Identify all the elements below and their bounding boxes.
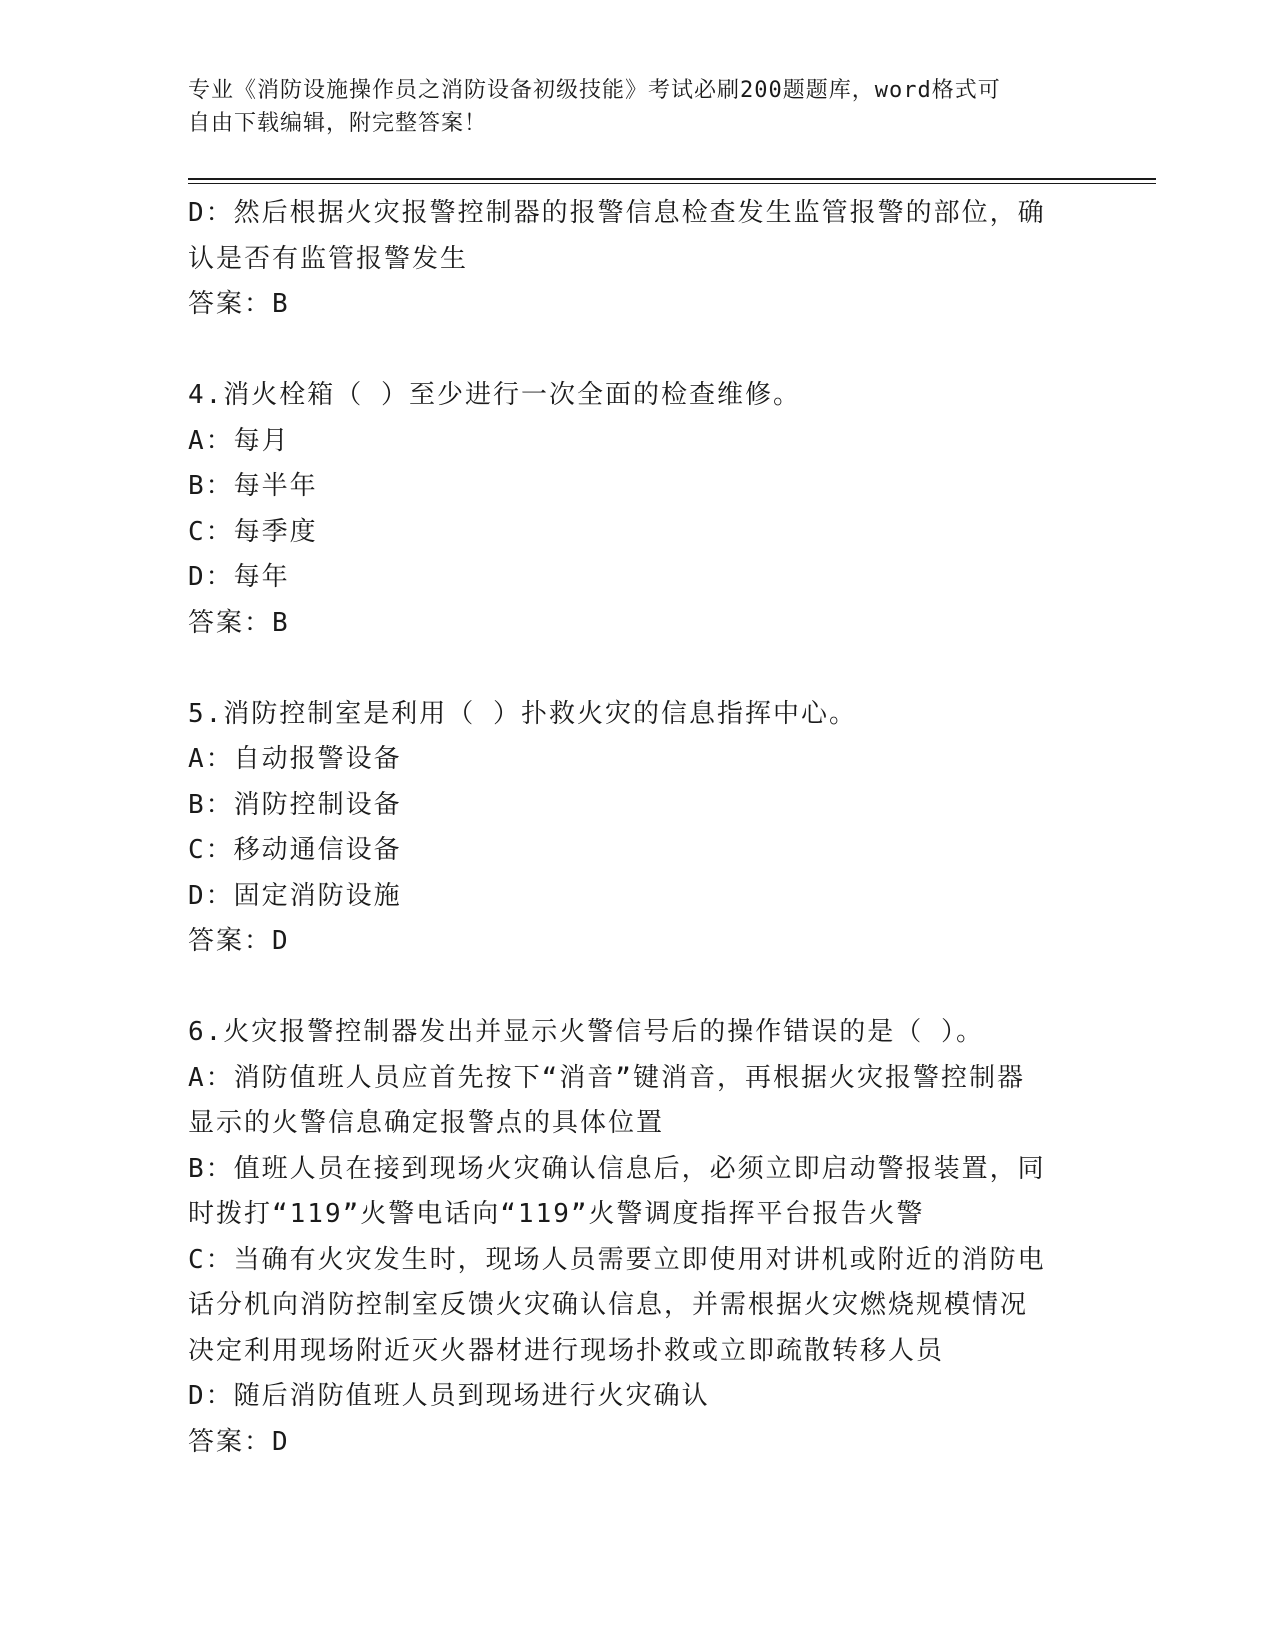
q6-option-b-line-1: B：值班人员在接到现场火灾确认信息后，必须立即启动警报装置，同 [188, 1153, 1046, 1184]
q4-option-a: A：每月 [188, 425, 290, 456]
header-line-2: 自由下载编辑，附完整答案！ [188, 111, 488, 136]
document-header [188, 74, 1068, 140]
question-body [188, 191, 1088, 1465]
q4-option-b: B：每半年 [188, 471, 318, 501]
header-divider-thick [188, 178, 1156, 180]
header-divider-thin [188, 183, 1156, 184]
q5-answer: 答案：D [188, 926, 290, 956]
q4-option-c: C：每季度 [188, 516, 318, 547]
spacer [188, 328, 1088, 374]
q6-answer: 答案：D [188, 1426, 290, 1457]
q5-option-d: D：固定消防设施 [188, 880, 402, 911]
q4-answer: 答案：B [188, 607, 290, 638]
q6-option-a-line-1: A：消防值班人员应首先按下“消音”键消音，再根据火灾报警控制器 [188, 1062, 1025, 1093]
q6-option-c-line-3: 决定利用现场附近灭火器材进行现场扑救或立即疏散转移人员 [188, 1335, 945, 1366]
q5-option-a: A：自动报警设备 [188, 744, 402, 774]
spacer [188, 646, 1088, 692]
q6-option-c-line-2: 话分机向消防控制室反馈火灾确认信息，并需根据火灾燃烧规模情况 [188, 1290, 1029, 1320]
q6-option-b-line-2: 时拨打“119”火警电话向“119”火警调度指挥平台报告火警 [188, 1199, 925, 1229]
q6-stem: 6.火灾报警控制器发出并显示火警信号后的操作错误的是（ ）。 [188, 1017, 984, 1047]
q6-option-d: D：随后消防值班人员到现场进行火灾确认 [188, 1381, 710, 1411]
q4-stem: 4.消火栓箱（ ）至少进行一次全面的检查维修。 [188, 380, 801, 410]
q5-option-b: B：消防控制设备 [188, 789, 402, 820]
prev-option-d-line-2: 认是否有监管报警发生 [188, 243, 469, 274]
q4-option-d: D：每年 [188, 562, 290, 592]
header-line-1: 专业《消防设施操作员之消防设备初级技能》考试必刷200题题库，word格式可 [188, 78, 1001, 103]
spacer [188, 965, 1088, 1011]
prev-answer: 答案：B [188, 289, 290, 319]
q5-stem: 5.消防控制室是利用（ ）扑救火灾的信息指挥中心。 [188, 698, 857, 729]
prev-option-d-line-1: D：然后根据火灾报警控制器的报警信息检查发生监管报警的部位，确 [188, 198, 1046, 228]
q6-option-a-line-2: 显示的火警信息确定报警点的具体位置 [188, 1108, 665, 1138]
q5-option-c: C：移动通信设备 [188, 835, 402, 865]
q6-option-c-line-1: C：当确有火灾发生时，现场人员需要立即使用对讲机或附近的消防电 [188, 1244, 1046, 1275]
